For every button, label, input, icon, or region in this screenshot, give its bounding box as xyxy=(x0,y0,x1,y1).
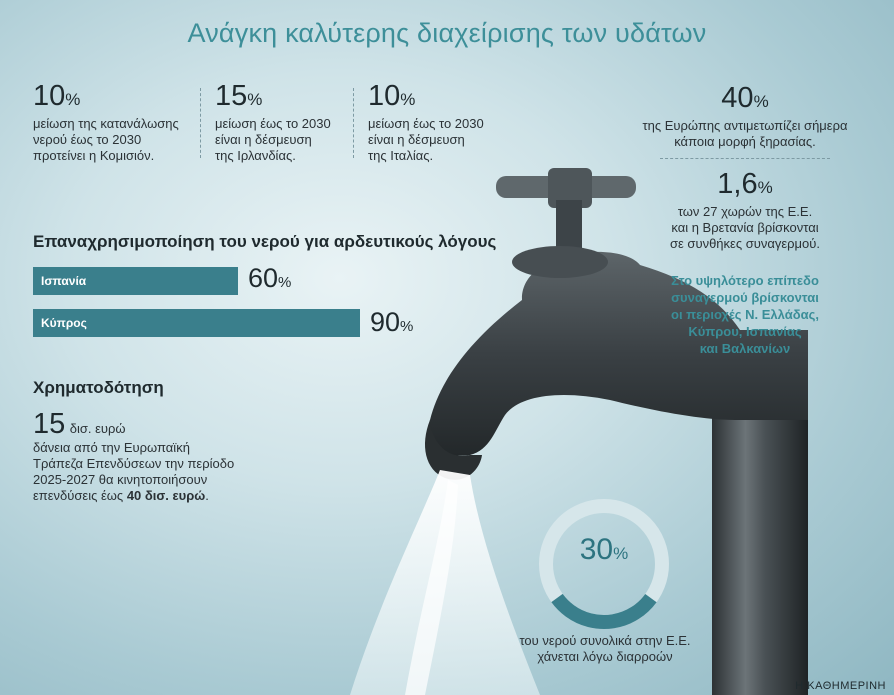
stat-line: των 27 χωρών της Ε.Ε. xyxy=(677,204,813,219)
stat-line: και η Βρετανία βρίσκονται xyxy=(671,220,819,235)
leak-unit: % xyxy=(613,544,629,563)
bar-unit: % xyxy=(278,274,292,291)
divider xyxy=(660,158,830,159)
stat-value: 40 xyxy=(721,82,754,114)
stat-line: μείωση της κατανάλωσης xyxy=(33,116,179,131)
stat-line: είναι η δέσμευση xyxy=(215,132,312,147)
bar-label: Κύπρος xyxy=(41,316,87,330)
funding-line: Τράπεζα Επενδύσεων την περίοδο xyxy=(33,456,235,471)
funding-value: 15 xyxy=(33,408,66,440)
stat-drought-europe xyxy=(630,82,860,150)
funding-unit: δισ. ευρώ xyxy=(69,421,126,436)
publisher-logo: Η ΚΑΘΗΜΕΡΙΝΗ xyxy=(795,680,886,692)
stat-line: μείωση έως το 2030 xyxy=(215,116,331,131)
alert-line: Κύπρου, Ισπανίας xyxy=(688,324,802,339)
leak-line: χάνεται λόγω διαρροών xyxy=(537,649,673,664)
divider xyxy=(353,88,354,158)
reuse-value-cyprus xyxy=(370,307,413,338)
bar-value: 90 xyxy=(370,307,401,337)
stat-value: 15 xyxy=(215,80,248,112)
bar-unit: % xyxy=(400,318,414,335)
stat-line: της Ιρλανδίας. xyxy=(215,148,296,163)
leak-number: 30 xyxy=(579,533,614,566)
stat-value: 1,6 xyxy=(717,168,758,200)
stat-line: μείωση έως το 2030 xyxy=(368,116,484,131)
leak-value xyxy=(535,534,673,566)
funding-text: . xyxy=(205,488,209,503)
funding-highlight: 40 δισ. ευρώ xyxy=(126,488,206,503)
stat-ireland xyxy=(215,80,355,164)
stat-unit: % xyxy=(757,178,773,197)
reuse-heading: Επαναχρησιμοποίηση του νερού για αρδευτικούς λόγους xyxy=(33,232,497,251)
infographic-title: Ανάγκη καλύτερης διαχείρισης των υδάτων xyxy=(187,18,707,48)
stat-unit: % xyxy=(247,90,263,109)
stat-value: 10 xyxy=(368,80,401,112)
stat-line: προτείνει η Κομισιόν. xyxy=(33,148,155,163)
stat-italy xyxy=(368,80,508,164)
funding-text: επενδύσεις έως xyxy=(33,488,127,503)
funding-heading: Χρηματοδότηση xyxy=(33,378,164,397)
stat-line: κάποια μορφή ξηρασίας. xyxy=(674,134,816,149)
reuse-value-spain xyxy=(248,263,291,294)
funding-line xyxy=(33,488,293,504)
divider xyxy=(200,88,201,158)
leak-caption xyxy=(500,633,710,665)
alert-line: συναγερμού βρίσκονται xyxy=(671,290,819,305)
bar-label: Ισπανία xyxy=(41,274,87,288)
stat-unit: % xyxy=(65,90,81,109)
stat-alert-countries xyxy=(630,168,860,252)
stat-value: 10 xyxy=(33,80,66,112)
stat-unit: % xyxy=(400,90,416,109)
funding-block xyxy=(33,408,293,504)
stat-line: της Ευρώπης αντιμετωπίζει σήμερα xyxy=(642,118,848,133)
funding-line: 2025-2027 θα κινητοποιήσουν xyxy=(33,472,208,487)
stat-unit: % xyxy=(753,92,769,111)
stat-line: σε συνθήκες συναγερμού. xyxy=(670,236,820,251)
alert-line: Στο υψηλότερο επίπεδο xyxy=(671,273,819,288)
stat-line: είναι η δέσμευση xyxy=(368,132,465,147)
bar-value: 60 xyxy=(248,263,279,293)
leak-line: του νερού συνολικά στην Ε.Ε. xyxy=(519,633,691,648)
stat-line: της Ιταλίας. xyxy=(368,148,434,163)
alert-line: και Βαλκανίων xyxy=(699,341,791,356)
alert-regions-note xyxy=(630,272,860,357)
reuse-bar-cyprus xyxy=(33,309,360,337)
stat-line: νερού έως το 2030 xyxy=(33,132,142,147)
reuse-bar-spain xyxy=(33,267,238,295)
stat-eu-reduction xyxy=(33,80,203,164)
funding-line: δάνεια από την Ευρωπαϊκή xyxy=(33,440,190,455)
alert-line: οι περιοχές Ν. Ελλάδας, xyxy=(671,307,819,322)
